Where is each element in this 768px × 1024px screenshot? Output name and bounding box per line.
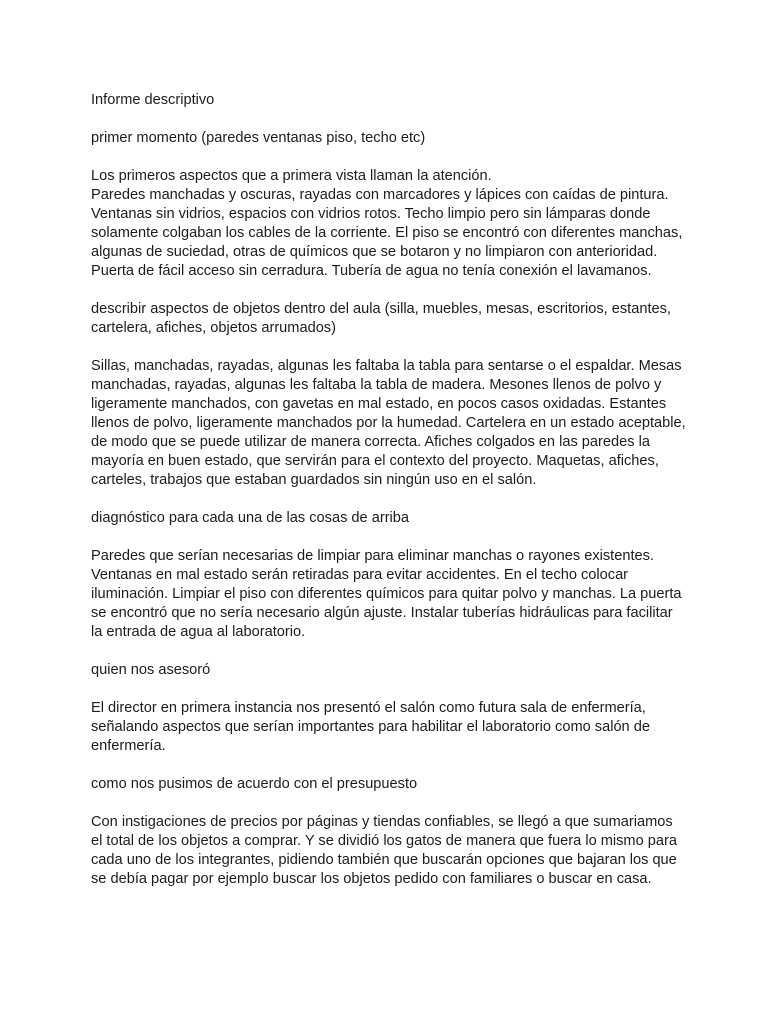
section-2-body: Sillas, manchadas, rayadas, algunas les faltaba la tabla para sentarse o el espaldar. Mesas manchadas, rayadas, algunas les faltaba la tabla de madera. Mesones llenos de polvo y ligeramente manchados, con gavetas en mal estado, en pocos casos oxidadas. Estantes llenos de polvo, ligeramente manchados por la humedad. Cartelera en un estado aceptable, de modo que se puede utilizar de manera correcta. Afiches colgados en las paredes la mayoría en buen estado, que servirán para el contexto del proyecto. Maquetas, afiches, carteles, trabajos que estaban guardados sin ningún uso en el salón.: [91, 358, 686, 488]
section-5-body: Con instigaciones de precios por páginas y tiendas confiables, se llegó a que sumariamos el total de los objetos a comprar. Y se dividió los gatos de manera que fuera lo mismo para cada uno de los integrantes, pidiendo también que buscarán opciones que bajaran los que se debía pagar por ejemplo buscar los objetos pedido con familiares o buscar en casa.: [91, 814, 677, 887]
document-title: Informe descriptivo: [91, 92, 215, 108]
section-1-heading: primer momento (paredes ventanas piso, techo etc): [91, 130, 426, 146]
section-1-body: Los primeros aspectos que a primera vista llaman la atención. Paredes manchadas y oscuras, rayadas con marcadores y lápices con caídas de pintura. Ventanas sin vidrios, espacios con vidrios rotos. Techo limpio pero sin lámparas donde solamente colgaban los cables de la corriente. El piso se encontró con diferentes manchas, algunas de suciedad, otras de químicos que se botaron y no limpiaron con anterioridad. Puerta de fácil acceso sin cerradura. Tubería de agua no tenía conexión el lavamanos.: [91, 168, 683, 279]
section-2-heading: describir aspectos de objetos dentro del aula (silla, muebles, mesas, escritorios, estantes, cartelera, afiches, objetos arrumados): [91, 301, 671, 336]
section-4-heading: quien nos asesoró: [91, 662, 211, 678]
section-4-body: El director en primera instancia nos presentó el salón como futura sala de enfermería, señalando aspectos que serían importantes para habilitar el laboratorio como salón de enfermería.: [91, 700, 650, 754]
section-5-heading: como nos pusimos de acuerdo con el presupuesto: [91, 776, 418, 792]
document-page: [91, 91, 687, 908]
section-3-heading: diagnóstico para cada una de las cosas de arriba: [91, 510, 410, 526]
section-3-body: Paredes que serían necesarias de limpiar para eliminar manchas o rayones existentes. Ventanas en mal estado serán retiradas para evitar accidentes. En el techo colocar iluminación. Limpiar el piso con diferentes químicos para quitar polvo y manchas. La puerta se encontró que no sería necesario algún ajuste. Instalar tuberías hidráulicas para facilitar la entrada de agua al laboratorio.: [91, 548, 682, 640]
